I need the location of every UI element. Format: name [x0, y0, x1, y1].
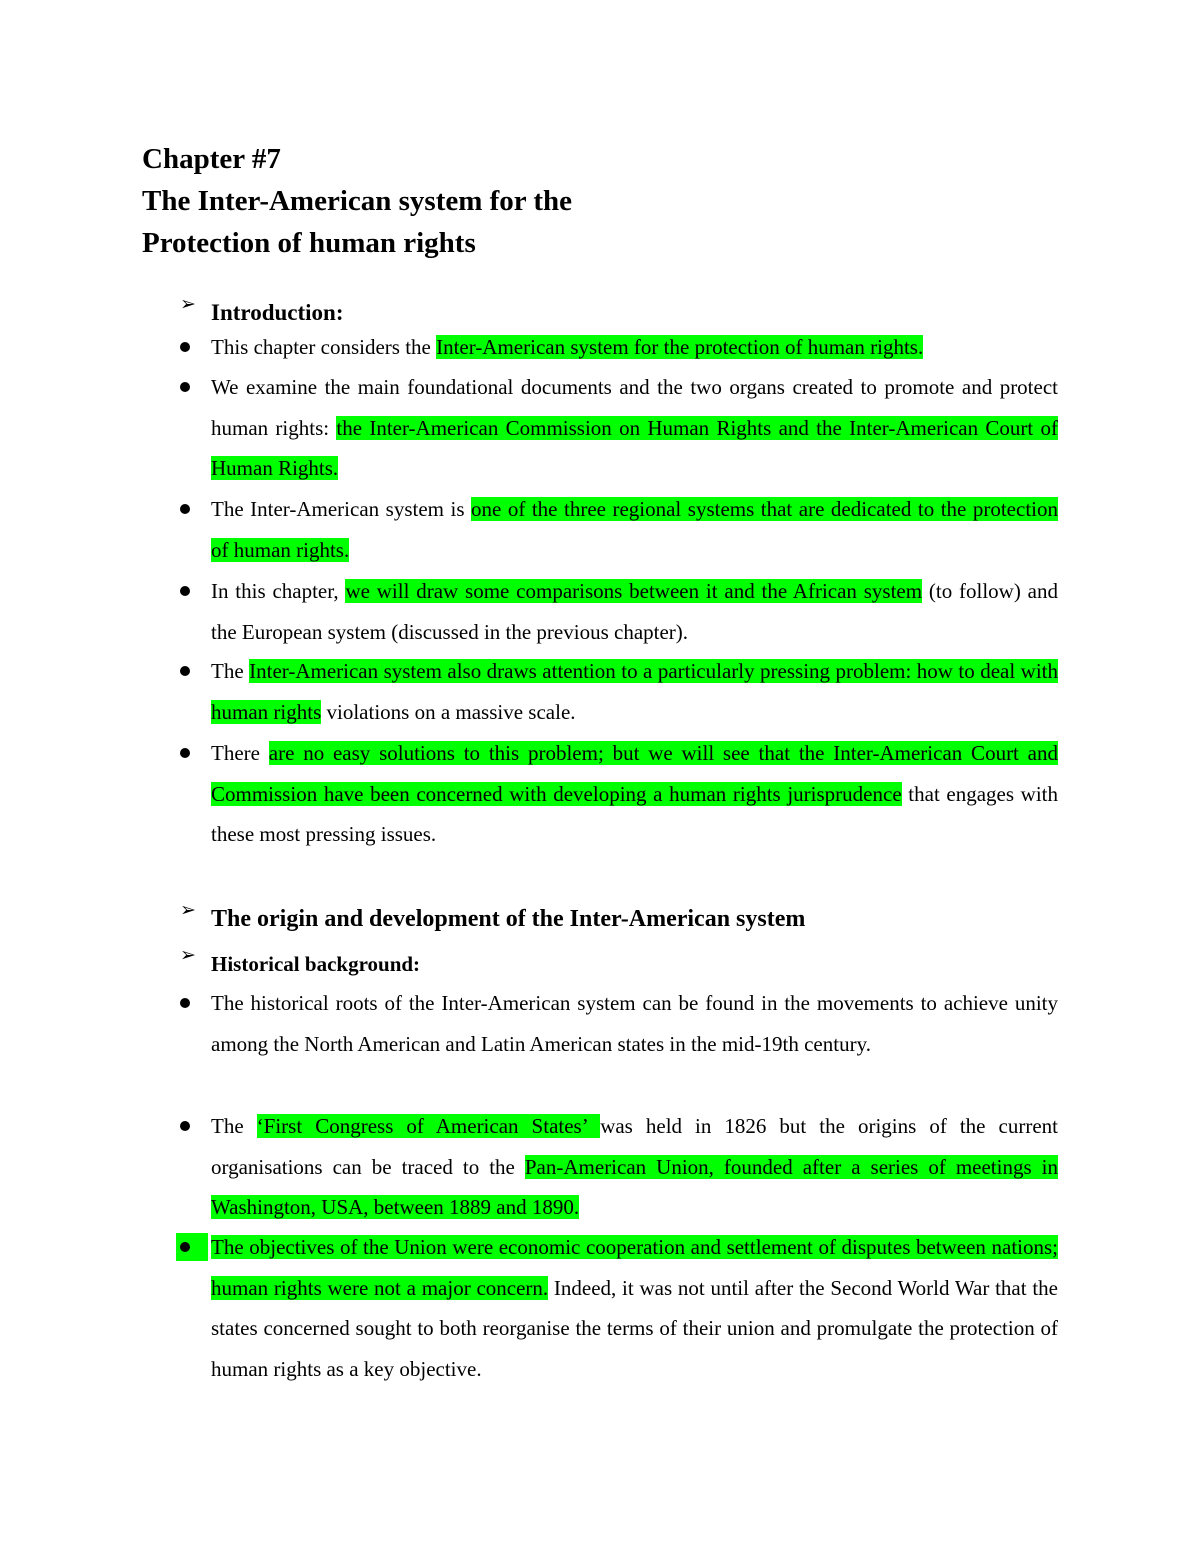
text: This chapter considers the: [211, 335, 437, 359]
text: The Inter-American system is: [211, 497, 472, 521]
highlighted-text: are no easy solutions to this problem; but we will see that the Inter-American Court and Commission have been concerned with developing a human rights jurisprudence: [211, 741, 1058, 806]
highlighted-text: Inter-American system for the protection of human rights.: [436, 335, 924, 359]
highlighted-text: one of the three regional systems that are dedicated to the protection of human rights.: [211, 497, 1058, 562]
historical-background-heading: Historical background:: [211, 952, 421, 976]
highlighted-text: Pan-American Union, founded after a series of meetings in Washington, USA, between 1889 and 1890.: [211, 1154, 1058, 1220]
text: We examine the main foundational documents and the two organs created to promote and protect human rights:: [211, 375, 1058, 440]
arrow-bullet-icon: ➢: [180, 900, 196, 921]
text: There: [211, 741, 269, 765]
highlighted-text: we will draw some comparisons between it and the African system: [345, 579, 923, 603]
text: The: [211, 1114, 257, 1138]
text: In this chapter,: [211, 579, 346, 603]
arrow-bullet-icon: ➢: [180, 294, 196, 315]
text: violations on a massive scale.: [321, 699, 576, 724]
chapter-title-line-1: The Inter-American system for the: [142, 185, 573, 217]
bullet-dot-icon: [180, 1121, 190, 1131]
bullet-dot-icon: [180, 342, 190, 352]
text: The historical roots of the Inter-American system can be found in the movements to achieve unity among the North American and Latin American states in the mid-19th century.: [211, 991, 1058, 1056]
text: The: [211, 659, 250, 683]
intro-heading: Introduction:: [211, 300, 344, 325]
text: (to follow) and the European system (discussed in the previous chapter).: [211, 579, 1058, 644]
arrow-bullet-icon: ➢: [180, 945, 196, 966]
text: that engages with these most pressing issues.: [211, 781, 1058, 847]
highlighted-text: ‘First Congress of American States’: [256, 1114, 601, 1138]
chapter-title-block: [142, 138, 572, 264]
highlighted-text: the Inter-American Commission on Human Rights and the Inter-American Court of Human Rights.: [211, 415, 1059, 481]
highlighted-text: Inter-American system also draws attention to a particularly pressing problem: how to deal with human rights: [211, 659, 1058, 724]
highlighted-text: The objectives of the Union were economic cooperation and settlement of disputes between nations; human rights were not a major concern.: [211, 1235, 1058, 1300]
text: Indeed, it was not until after the Second World War that the states concerned sought to both reorganise the terms of their union and promulgate the protection of human rights as a key objective.: [211, 1275, 1058, 1381]
bullet-dot-icon: [180, 1242, 190, 1252]
bullet-dot-icon: [180, 666, 190, 676]
bullet-dot-icon: [180, 382, 190, 392]
text: was held in 1826 but the origins of the current organisations can be traced to the: [211, 1114, 1058, 1179]
chapter-title-line-2: Protection of human rights: [142, 227, 476, 259]
bullet-dot-icon: [180, 504, 190, 514]
origin-heading: The origin and development of the Inter-American system: [211, 906, 806, 932]
chapter-number: Chapter #7: [142, 143, 281, 175]
bullet-dot-icon: [180, 586, 190, 596]
bullet-dot-icon: [180, 998, 190, 1008]
bullet-dot-icon: [180, 748, 190, 758]
